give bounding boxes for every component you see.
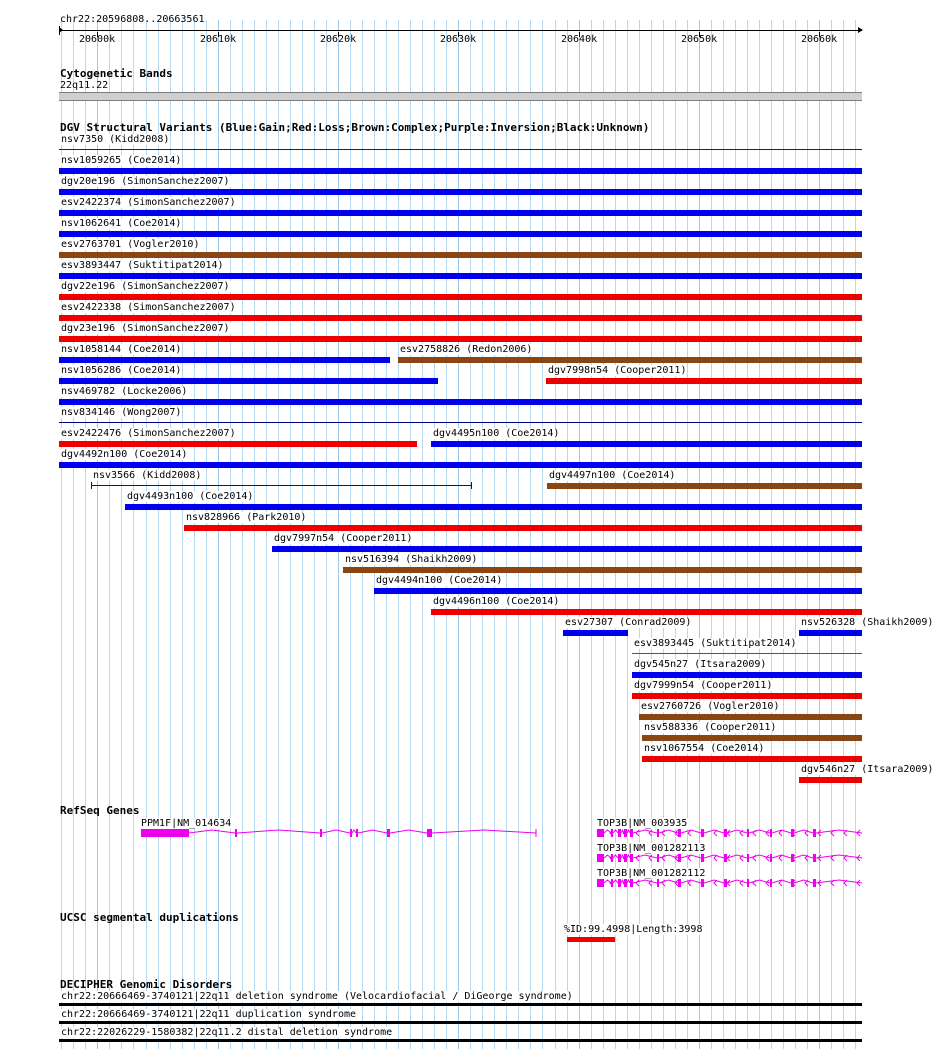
dgv-label: nsv828966 (Park2010) [186, 512, 307, 523]
dgv-feature[interactable] [431, 609, 862, 615]
dgv-feature[interactable] [59, 462, 862, 468]
gene-model[interactable] [597, 829, 862, 837]
cytoband-bar[interactable] [59, 92, 862, 101]
dgv-feature[interactable] [59, 273, 862, 279]
dgv-label: dgv20e196 (SimonSanchez2007) [61, 176, 230, 187]
exon [770, 854, 772, 862]
dgv-label: nsv7350 (Kidd2008) [61, 134, 170, 145]
strand-arrow-icon [636, 880, 639, 886]
dgv-feature[interactable] [59, 189, 862, 195]
dgv-label: nsv526328 (Shaikh2009) [801, 617, 934, 628]
strand-arrow-icon [753, 830, 756, 836]
strand-arrow-icon [662, 830, 665, 836]
dgv-label: nsv1062641 (Coe2014) [61, 218, 182, 229]
exon [657, 879, 659, 887]
strand-arrow-icon [714, 830, 717, 836]
dgv-label: nsv1059265 (Coe2014) [61, 155, 182, 166]
decipher-bar-3[interactable] [59, 1039, 862, 1042]
ruler-tick-label: 20650k [681, 34, 718, 45]
dgv-feature[interactable] [431, 441, 862, 447]
segdup-bar[interactable] [567, 937, 615, 942]
dgv-label: dgv23e196 (SimonSanchez2007) [61, 323, 230, 334]
exon [427, 829, 432, 837]
dgv-label: nsv469782 (Locke2006) [61, 386, 188, 397]
decipher-label-3: chr22:22026229-1580382|22q11.2 distal deletion syndrome [61, 1027, 393, 1038]
dgv-feature[interactable] [59, 315, 862, 321]
dgv-label: dgv546n27 (Itsara2009) [801, 764, 934, 775]
gene-label: TOP3B|NM_003935 [597, 818, 688, 829]
dgv-label: esv27307 (Conrad2009) [565, 617, 692, 628]
dgv-label: dgv4497n100 (Coe2014) [549, 470, 676, 481]
strand-arrow-icon [714, 880, 717, 886]
ruler-ticks [0, 0, 890, 54]
gene-label: TOP3B|NM_001282112 [597, 868, 706, 879]
dgv-feature[interactable] [547, 483, 862, 489]
dgv-feature[interactable] [184, 525, 862, 531]
dgv-feature[interactable] [59, 168, 862, 174]
dgv-feature[interactable] [59, 357, 390, 363]
dgv-feature[interactable] [59, 441, 417, 447]
exon [320, 829, 322, 837]
dgv-feature[interactable] [563, 630, 628, 636]
exon [678, 854, 681, 862]
dgv-feature[interactable] [398, 357, 862, 363]
ruler-tick-label: 20660k [801, 34, 838, 45]
dgv-feature[interactable] [343, 567, 862, 573]
exon [747, 879, 749, 887]
exon [678, 829, 681, 837]
exon [747, 829, 749, 837]
dgv-label: nsv588336 (Cooper2011) [644, 722, 777, 733]
ruler-tick-label: 20620k [320, 34, 357, 45]
dgv-feature[interactable] [639, 714, 862, 720]
exon [657, 854, 659, 862]
dgv-feature[interactable] [642, 735, 862, 741]
ruler-position: chr22:20596808..20663561 [60, 14, 205, 25]
exon [630, 854, 633, 862]
dgv-label: dgv4494n100 (Coe2014) [376, 575, 503, 586]
dgv-feature[interactable] [125, 504, 862, 510]
dgv-feature[interactable] [59, 294, 862, 300]
dgv-feature[interactable] [374, 588, 862, 594]
exon [597, 879, 604, 887]
refseq-genes [0, 812, 890, 894]
dgv-label: dgv545n27 (Itsara2009) [634, 659, 767, 670]
dgv-feature[interactable] [632, 653, 862, 654]
feature-end-cap [471, 482, 472, 489]
dgv-label: nsv1067554 (Coe2014) [644, 743, 765, 754]
strand-arrow-icon [636, 855, 639, 861]
exon [813, 854, 816, 862]
dgv-feature[interactable] [59, 422, 862, 423]
dgv-label: dgv4493n100 (Coe2014) [127, 491, 254, 502]
dgv-label: dgv4492n100 (Coe2014) [61, 449, 188, 460]
ruler-tick-label: 20610k [200, 34, 237, 45]
exon [678, 879, 681, 887]
dgv-feature[interactable] [59, 231, 862, 237]
dgv-feature[interactable] [632, 693, 862, 699]
feature-end-cap [91, 482, 92, 489]
refseq-track-title: RefSeq Genes [60, 804, 140, 817]
dgv-feature[interactable] [59, 378, 438, 384]
dgv-feature[interactable] [59, 336, 862, 342]
dgv-label: dgv7998n54 (Cooper2011) [548, 365, 687, 376]
exon [618, 854, 621, 862]
gene-model[interactable] [597, 854, 862, 862]
decipher-label-1: chr22:20666469-3740121|22q11 deletion syndrome (Velocardiofacial / DiGeorge syndrome) [61, 991, 573, 1002]
intron-line [604, 830, 862, 833]
dgv-feature[interactable] [59, 252, 862, 258]
dgv-label: nsv1058144 (Coe2014) [61, 344, 182, 355]
exon [141, 829, 189, 837]
dgv-feature[interactable] [546, 378, 862, 384]
strand-arrow-icon [753, 880, 756, 886]
exon [747, 854, 749, 862]
dgv-feature[interactable] [799, 630, 862, 636]
dgv-label: esv2422476 (SimonSanchez2007) [61, 428, 236, 439]
exon [813, 879, 816, 887]
exon [618, 879, 621, 887]
dgv-label: dgv4495n100 (Coe2014) [433, 428, 560, 439]
dgv-label: dgv7999n54 (Cooper2011) [634, 680, 773, 691]
decipher-bar-2[interactable] [59, 1021, 862, 1024]
ruler-tick-label: 20640k [561, 34, 598, 45]
exon [770, 879, 772, 887]
dgv-label: esv2760726 (Vogler2010) [641, 701, 780, 712]
dgv-feature[interactable] [799, 777, 862, 783]
ruler-tick-label: 20600k [79, 34, 116, 45]
exon [618, 829, 621, 837]
dgv-label: nsv834146 (Wong2007) [61, 407, 182, 418]
dgv-label: esv2763701 (Vogler2010) [61, 239, 200, 250]
dgv-feature[interactable] [59, 149, 862, 150]
exon [387, 829, 390, 837]
exon [597, 829, 604, 837]
decipher-track-title: DECIPHER Genomic Disorders [60, 978, 233, 991]
cytoband-track-title: Cytogenetic Bands [60, 67, 173, 80]
dgv-feature[interactable] [632, 672, 862, 678]
dgv-label: esv2422338 (SimonSanchez2007) [61, 302, 236, 313]
dgv-feature[interactable] [59, 399, 862, 405]
ruler-tick-label: 20630k [440, 34, 477, 45]
dgv-track-title: DGV Structural Variants (Blue:Gain;Red:Loss;Brown:Complex;Purple:Inversion;Black:Unknown) [60, 121, 650, 134]
dgv-label: nsv1056286 (Coe2014) [61, 365, 182, 376]
intron-line [604, 880, 862, 883]
dgv-feature[interactable] [642, 756, 862, 762]
decipher-bar-1[interactable] [59, 1003, 862, 1006]
exon [235, 829, 237, 837]
decipher-label-2: chr22:20666469-3740121|22q11 duplication syndrome [61, 1009, 357, 1020]
dgv-label: esv3893447 (Suktitipat2014) [61, 260, 224, 271]
gene-label: PPM1F|NM_014634 [141, 818, 232, 829]
dgv-label: dgv4496n100 (Coe2014) [433, 596, 560, 607]
exon [356, 829, 358, 837]
dgv-label: esv3893445 (Suktitipat2014) [634, 638, 797, 649]
exon [657, 829, 659, 837]
strand-arrow-icon [753, 855, 756, 861]
gene-label: TOP3B|NM_001282113 [597, 843, 706, 854]
cytoband-label: 22q11.22 [60, 80, 109, 91]
gene-model[interactable] [141, 829, 536, 837]
dgv-label: nsv3566 (Kidd2008) [93, 470, 202, 481]
exon [630, 829, 633, 837]
exon [597, 854, 604, 862]
dgv-feature[interactable] [59, 210, 862, 216]
dgv-label: dgv22e196 (SimonSanchez2007) [61, 281, 230, 292]
segdup-label: %ID:99.4998|Length:3998 [564, 924, 703, 935]
intron-line [604, 855, 862, 858]
dgv-feature[interactable] [272, 546, 862, 552]
exon [630, 879, 633, 887]
ruler[interactable] [60, 14, 862, 54]
dgv-label: nsv516394 (Shaikh2009) [345, 554, 478, 565]
dgv-label: dgv7997n54 (Cooper2011) [274, 533, 413, 544]
exon [813, 829, 816, 837]
dgv-feature[interactable] [91, 485, 472, 486]
exon [350, 829, 352, 837]
dgv-label: esv2758826 (Redon2006) [400, 344, 533, 355]
dgv-label: esv2422374 (SimonSanchez2007) [61, 197, 236, 208]
strand-arrow-icon [662, 880, 665, 886]
gene-model[interactable] [597, 879, 862, 887]
segdup-track-title: UCSC segmental duplications [60, 911, 239, 924]
strand-arrow-icon [636, 830, 639, 836]
intron-line [189, 830, 536, 833]
exon [770, 829, 772, 837]
strand-arrow-icon [714, 855, 717, 861]
strand-arrow-icon [662, 855, 665, 861]
